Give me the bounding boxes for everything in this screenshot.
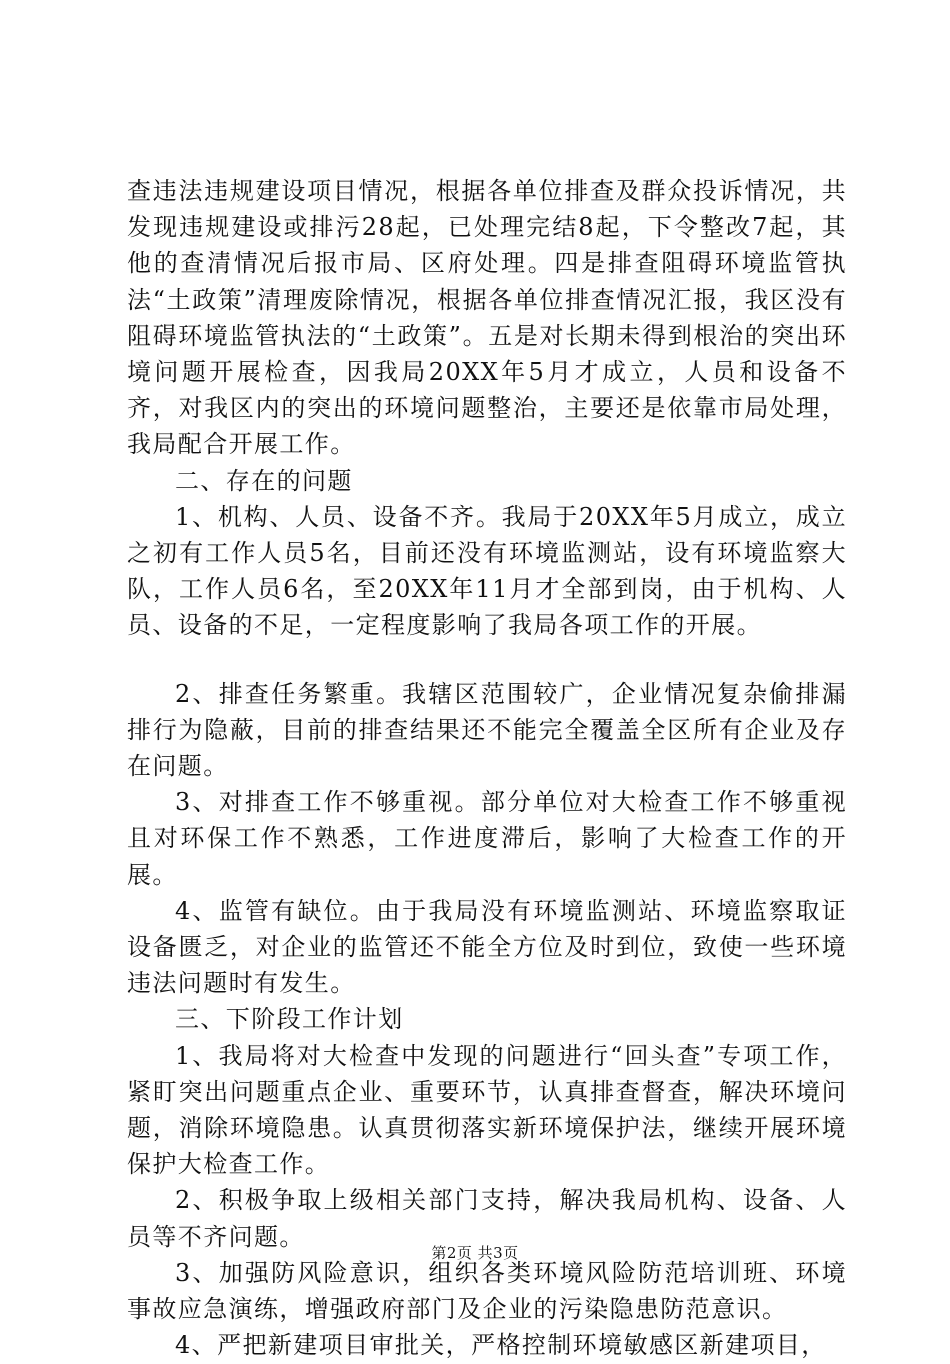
paragraph-continued-inspection-findings: 查违法违规建设项目情况，根据各单位排查及群众投诉情况，共发现违规建设或排污28起，已处理完结8起，下令整改7起，其他的查清情况后报市局、区府处理。四是排查阻碍环境监管执法“土政策”清理废除情况，根据各单位排查情况汇报，我区没有阻碍环境监管执法的“土政策”。五是对长期未得到根治的突出环境问题开展检查，因我局20XX年5月才成立，人员和设备不齐，对我区内的突出的环境问题整治，主要还是依靠市局处理，我局配合开展工作。 [127, 177, 847, 459]
page-number-footer: 第2页 共3页 [431, 1244, 519, 1262]
paragraph-problem-1: 1、机构、人员、设备不齐。我局于20XX年5月成立，成立之初有工作人员5名，目前还没有环境监测站，设有环境监察大队，工作人员6名，至20XX年11月才全部到岗，由于机构、人员、设备的不足，一定程度影响了我局各项工作的开展。 [127, 502, 847, 640]
section-heading-existing-problems: 二、存在的问题 [175, 466, 353, 495]
paragraph-problem-4: 4、监管有缺位。由于我局没有环境监测站、环境监察取证设备匮乏，对企业的监管还不能全方位及时到位，致使一些环境违法问题时有发生。 [127, 896, 847, 998]
document-body [127, 173, 847, 1364]
paragraph-problem-2: 2、排查任务繁重。我辖区范围较广，企业情况复杂偷排漏排行为隐蔽，目前的排查结果还不能完全覆盖全区所有企业及存在问题。 [127, 679, 847, 781]
paragraph-plan-1: 1、我局将对大检查中发现的问题进行“回头查”专项工作，紧盯突出问题重点企业、重要环节，认真排查督查，解决环境问题，消除环境隐患。认真贯彻落实新环境保护法，继续开展环境保护大检查工作。 [127, 1041, 847, 1179]
section-heading-next-plan: 三、下阶段工作计划 [175, 1005, 404, 1034]
paragraph-plan-3: 3、加强防风险意识，组织各类环境风险防范培训班、环境事故应急演练，增强政府部门及企业的污染隐患防范意识。 [127, 1258, 847, 1324]
paragraph-problem-3: 3、对排查工作不够重视。部分单位对大检查工作不够重视且对环保工作不熟悉，工作进度滞后，影响了大检查工作的开展。 [127, 788, 847, 889]
paragraph-plan-4: 4、严把新建项目审批关，严格控制环境敏感区新建项目， [175, 1331, 827, 1360]
paragraph-plan-2: 2、积极争取上级相关部门支持，解决我局机构、设备、人员等不齐问题。 [127, 1186, 847, 1251]
